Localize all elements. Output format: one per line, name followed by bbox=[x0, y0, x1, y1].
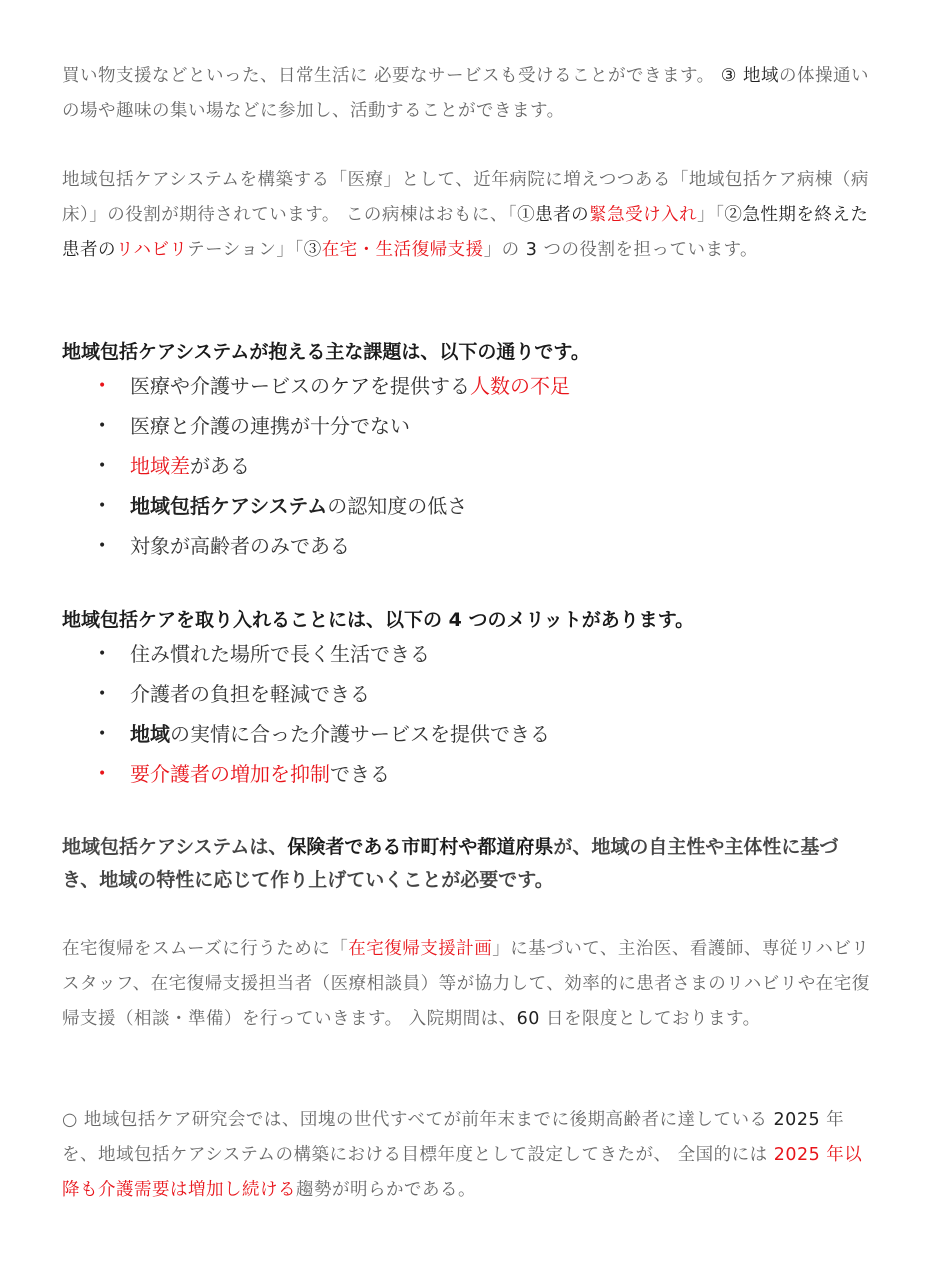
merits-heading: 地域包括ケアを取り入れることには、以下の 4 つのメリットがあります。 bbox=[62, 609, 695, 631]
bullet-icon: • bbox=[98, 458, 107, 474]
list-item: • 地域差がある bbox=[62, 446, 570, 486]
bullet-icon: • bbox=[98, 646, 107, 662]
list-item: • 地域の実情に合った介護サービスを提供できる bbox=[62, 714, 550, 754]
list-item: • 介護者の負担を軽減できる bbox=[62, 674, 550, 714]
bullet-icon: • bbox=[98, 538, 107, 554]
paragraph-community-care-ward: 地域包括ケアシステムを構築する「医療」として、近年病院に増えつつある「地域包括ケア病棟（病床）」の役割が期待されています。 この病棟はおもに、「①患者の緊急受け入れ」「②急性期を終えた患者のリハビリテーション」「③在宅・生活復帰支援」の 3 つの役割を担っています。 bbox=[62, 170, 869, 260]
list-item: • 地域包括ケアシステムの認知度の低さ bbox=[62, 486, 570, 526]
list-item: • 医療と介護の連携が十分でない bbox=[62, 406, 570, 446]
bullet-icon: • bbox=[98, 686, 107, 702]
bullet-icon: • bbox=[98, 418, 107, 434]
paragraph-municipal-role: 地域包括ケアシステムは、保険者である市町村や都道府県が、地域の自主性や主体性に基づき、地域の特性に応じて作り上げていくことが必要です。 bbox=[62, 836, 839, 891]
list-item: • 医療や介護サービスのケアを提供する人数の不足 bbox=[62, 366, 570, 406]
bullet-icon: • bbox=[98, 766, 107, 782]
bullet-icon: • bbox=[98, 498, 107, 514]
paragraph-home-return: 在宅復帰をスムーズに行うために「在宅復帰支援計画」に基づいて、主治医、看護師、専従リハビリスタッフ、在宅復帰支援担当者（医療相談員）等が協力して、効率的に患者さまのリハビリや在宅復帰支援（相談・準備）を行っていきます。 入院期間は、60 日を限度としております。 bbox=[62, 939, 870, 1029]
merits-list bbox=[62, 634, 550, 794]
issues-heading: 地域包括ケアシステムが抱える主な課題は、以下の通りです。 bbox=[62, 341, 590, 363]
issues-list bbox=[62, 366, 570, 566]
bullet-icon: • bbox=[98, 726, 107, 742]
bullet-icon: • bbox=[98, 378, 107, 394]
list-item: • 住み慣れた場所で長く生活できる bbox=[62, 634, 550, 674]
paragraph-daily-support: 買い物支援などといった、日常生活に 必要なサービスも受けることができます。 ③ 地域の体操通いの場や趣味の集い場などに参加し、活動することができます。 bbox=[62, 66, 869, 121]
list-item: • 対象が高齢者のみである bbox=[62, 526, 570, 566]
list-item: • 要介護者の増加を抑制できる bbox=[62, 754, 550, 794]
paragraph-2025-trend: ○ 地域包括ケア研究会では、団塊の世代すべてが前年末までに後期高齢者に達している 2025 年を、地域包括ケアシステムの構築における目標年度として設定してきたが、 全国的には 2025 年以降も介護需要は増加し続ける趨勢が明らかである。 bbox=[62, 1110, 863, 1200]
